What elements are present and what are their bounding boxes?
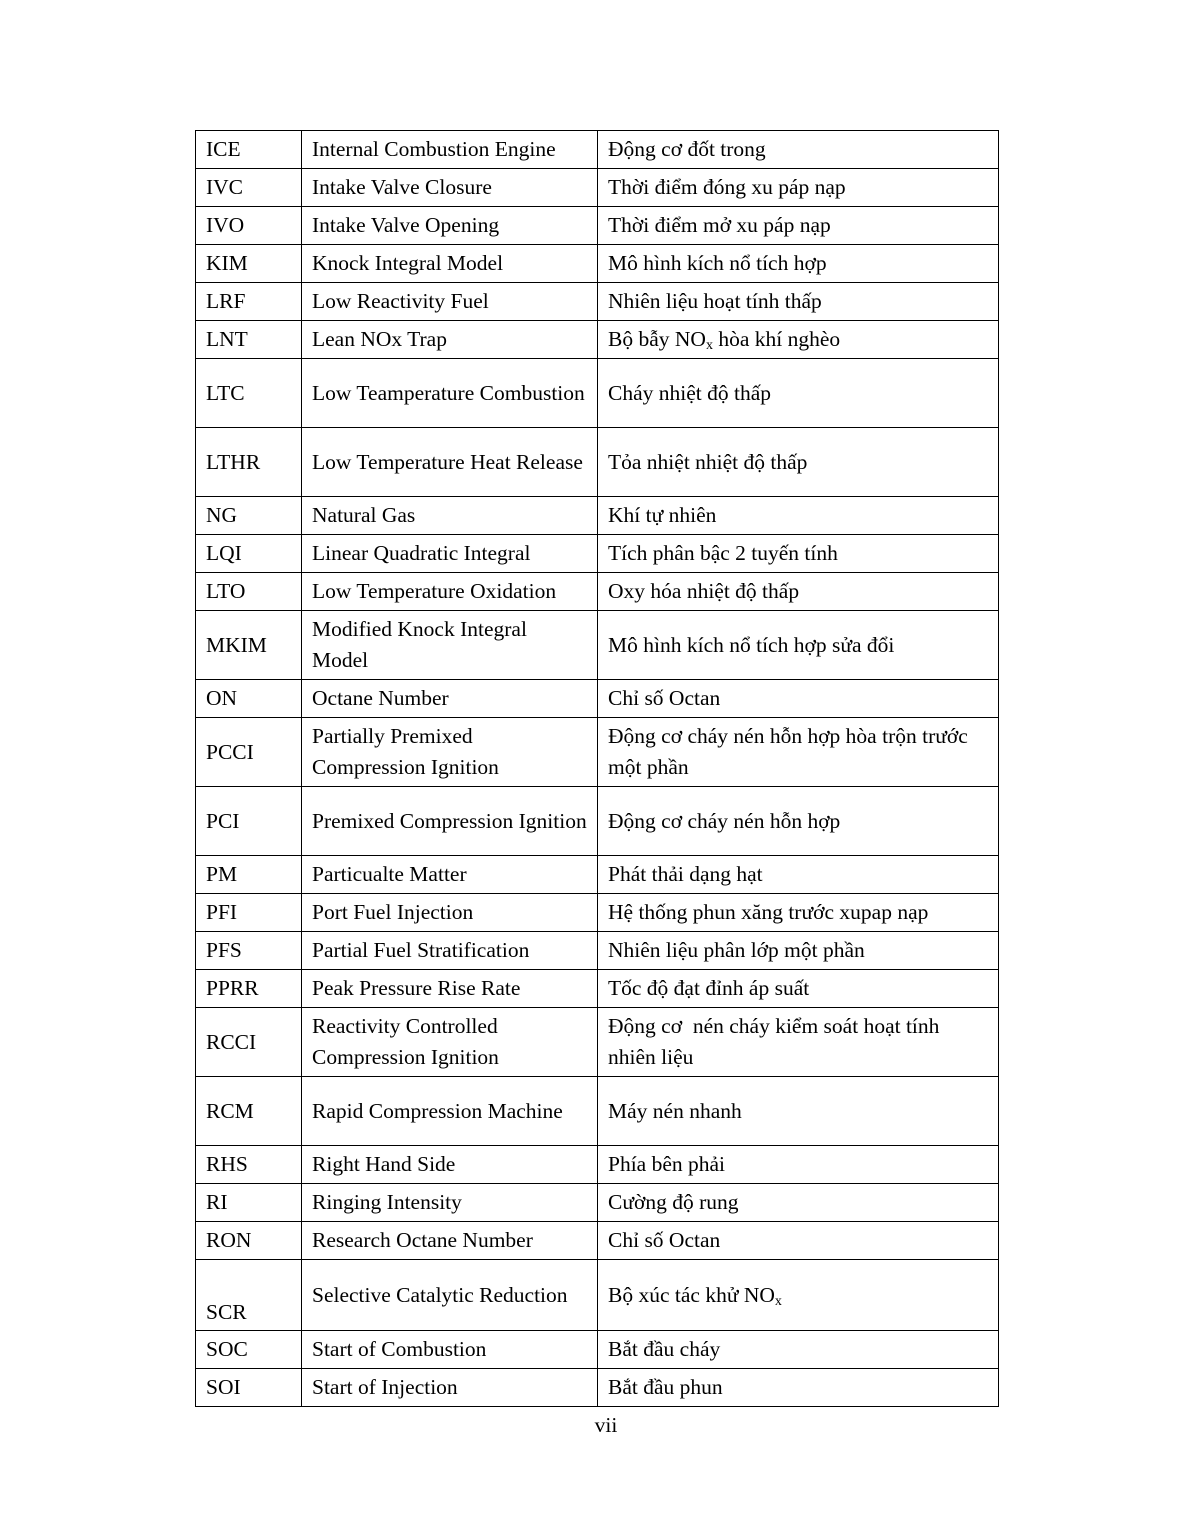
- vietnamese-term-cell: Phát thải dạng hạt: [598, 856, 999, 894]
- table-row: [196, 497, 999, 535]
- english-term-cell: Low Teamperature Combustion: [302, 359, 598, 428]
- abbr-cell: PCCI: [196, 718, 302, 787]
- english-term-cell: Low Reactivity Fuel: [302, 283, 598, 321]
- english-term-cell: Intake Valve Closure: [302, 169, 598, 207]
- table-row: [196, 894, 999, 932]
- abbr-cell: PCI: [196, 787, 302, 856]
- abbr-cell: ICE: [196, 131, 302, 169]
- vietnamese-term-cell: Thời điểm mở xu páp nạp: [598, 207, 999, 245]
- table-row: [196, 1184, 999, 1222]
- vietnamese-term-cell: Nhiên liệu hoạt tính thấp: [598, 283, 999, 321]
- table-row: [196, 718, 999, 787]
- english-term-cell: Rapid Compression Machine: [302, 1077, 598, 1146]
- table-row: [196, 970, 999, 1008]
- vietnamese-term-cell: Chỉ số Octan: [598, 680, 999, 718]
- english-term-cell: Ringing Intensity: [302, 1184, 598, 1222]
- english-term-cell: Octane Number: [302, 680, 598, 718]
- abbr-cell: MKIM: [196, 611, 302, 680]
- subscript: x: [774, 1293, 782, 1309]
- vietnamese-term-cell: [598, 321, 999, 359]
- vietnamese-term-cell: Mô hình kích nổ tích hợp: [598, 245, 999, 283]
- vietnamese-term-cell: Bắt đầu phun: [598, 1369, 999, 1407]
- english-term-cell: Start of Combustion: [302, 1331, 598, 1369]
- abbr-cell: LTC: [196, 359, 302, 428]
- abbr-cell: PFI: [196, 894, 302, 932]
- vietnamese-term-cell: Động cơ đốt trong: [598, 131, 999, 169]
- english-term-cell: Research Octane Number: [302, 1222, 598, 1260]
- english-term-cell: Intake Valve Opening: [302, 207, 598, 245]
- vietnamese-term-cell: Cháy nhiệt độ thấp: [598, 359, 999, 428]
- vietnamese-term-cell: Tốc độ đạt đỉnh áp suất: [598, 970, 999, 1008]
- vietnamese-term-cell: [598, 1260, 999, 1331]
- table-row: [196, 1146, 999, 1184]
- vietnamese-term-cell: Phía bên phải: [598, 1146, 999, 1184]
- vietnamese-term-cell: Nhiên liệu phân lớp một phần: [598, 932, 999, 970]
- abbr-cell: IVC: [196, 169, 302, 207]
- vietnamese-term-cell: Bắt đầu cháy: [598, 1331, 999, 1369]
- english-term-cell: Linear Quadratic Integral: [302, 535, 598, 573]
- table-row: [196, 359, 999, 428]
- table-row: [196, 932, 999, 970]
- abbr-cell: LTHR: [196, 428, 302, 497]
- abbr-cell: SCR: [196, 1260, 302, 1331]
- vietnamese-term-cell: Mô hình kích nổ tích hợp sửa đổi: [598, 611, 999, 680]
- english-term-cell: Modified Knock Integral Model: [302, 611, 598, 680]
- abbreviation-table: [195, 130, 999, 1407]
- table-row: [196, 680, 999, 718]
- abbr-cell: KIM: [196, 245, 302, 283]
- vietnamese-term-cell: Oxy hóa nhiệt độ thấp: [598, 573, 999, 611]
- english-term-cell: Port Fuel Injection: [302, 894, 598, 932]
- vietnamese-term-cell: Khí tự nhiên: [598, 497, 999, 535]
- abbr-cell: LQI: [196, 535, 302, 573]
- abbr-cell: PM: [196, 856, 302, 894]
- english-term-cell: Natural Gas: [302, 497, 598, 535]
- table-row: [196, 856, 999, 894]
- vietnamese-term-tail: hòa khí nghèo: [712, 327, 841, 351]
- subscript: x: [705, 338, 713, 353]
- vietnamese-term-cell: Thời điểm đóng xu páp nạp: [598, 169, 999, 207]
- vietnamese-term-cell: Động cơ cháy nén hỗn hợp hòa trộn trước một phần: [598, 718, 999, 787]
- abbr-cell: RCCI: [196, 1008, 302, 1077]
- table-row: [196, 169, 999, 207]
- abbr-cell: LNT: [196, 321, 302, 359]
- table-row: [196, 787, 999, 856]
- vietnamese-term-cell: Động cơ cháy nén hỗn hợp: [598, 787, 999, 856]
- english-term-cell: Reactivity Controlled Compression Ignition: [302, 1008, 598, 1077]
- vietnamese-term-cell: Tích phân bậc 2 tuyến tính: [598, 535, 999, 573]
- abbr-cell: RHS: [196, 1146, 302, 1184]
- vietnamese-term-cell: Cường độ rung: [598, 1184, 999, 1222]
- table-row: [196, 207, 999, 245]
- english-term-cell: Knock Integral Model: [302, 245, 598, 283]
- vietnamese-term-cell: Động cơ nén cháy kiểm soát hoạt tính nhiên liệu: [598, 1008, 999, 1077]
- english-term-cell: Lean NOx Trap: [302, 321, 598, 359]
- vietnamese-term-text: Bộ xúc tác khử NO: [608, 1282, 775, 1307]
- english-term-cell: Right Hand Side: [302, 1146, 598, 1184]
- vietnamese-term-cell: Tỏa nhiệt nhiệt độ thấp: [598, 428, 999, 497]
- english-term-cell: Peak Pressure Rise Rate: [302, 970, 598, 1008]
- page-number: vii: [594, 1413, 618, 1437]
- vietnamese-term-cell: Chỉ số Octan: [598, 1222, 999, 1260]
- abbr-cell: LTO: [196, 573, 302, 611]
- table-row: [196, 1331, 999, 1369]
- vietnamese-term-cell: Máy nén nhanh: [598, 1077, 999, 1146]
- table-row: [196, 283, 999, 321]
- abbr-cell: LRF: [196, 283, 302, 321]
- table-row: [196, 131, 999, 169]
- table-row: [196, 245, 999, 283]
- table-row: [196, 573, 999, 611]
- abbr-cell: SOI: [196, 1369, 302, 1407]
- vietnamese-term-text: Bộ bẫy NO: [608, 327, 706, 351]
- table-row: [196, 611, 999, 680]
- table-row: [196, 1008, 999, 1077]
- english-term-cell: Partially Premixed Compression Ignition: [302, 718, 598, 787]
- abbr-cell: IVO: [196, 207, 302, 245]
- english-term-cell: Start of Injection: [302, 1369, 598, 1407]
- abbr-cell: ON: [196, 680, 302, 718]
- english-term-cell: Particualte Matter: [302, 856, 598, 894]
- english-term-cell: Partial Fuel Stratification: [302, 932, 598, 970]
- abbr-cell: RON: [196, 1222, 302, 1260]
- table-row: [196, 1369, 999, 1407]
- table-row: [196, 1222, 999, 1260]
- english-term-cell: Premixed Compression Ignition: [302, 787, 598, 856]
- english-term-cell: Low Temperature Heat Release: [302, 428, 598, 497]
- english-term-cell: Internal Combustion Engine: [302, 131, 598, 169]
- abbr-cell: PFS: [196, 932, 302, 970]
- english-term-cell: Low Temperature Oxidation: [302, 573, 598, 611]
- table-row: [196, 1077, 999, 1146]
- abbr-cell: SOC: [196, 1331, 302, 1369]
- table-row: [196, 1260, 999, 1331]
- abbr-cell: NG: [196, 497, 302, 535]
- abbr-cell: PPRR: [196, 970, 302, 1008]
- table-row: [196, 535, 999, 573]
- abbr-cell: RCM: [196, 1077, 302, 1146]
- english-term-cell: Selective Catalytic Reduction: [302, 1260, 598, 1331]
- vietnamese-term-cell: Hệ thống phun xăng trước xupap nạp: [598, 894, 999, 932]
- table-row: [196, 321, 999, 359]
- table-row: [196, 428, 999, 497]
- abbr-cell: RI: [196, 1184, 302, 1222]
